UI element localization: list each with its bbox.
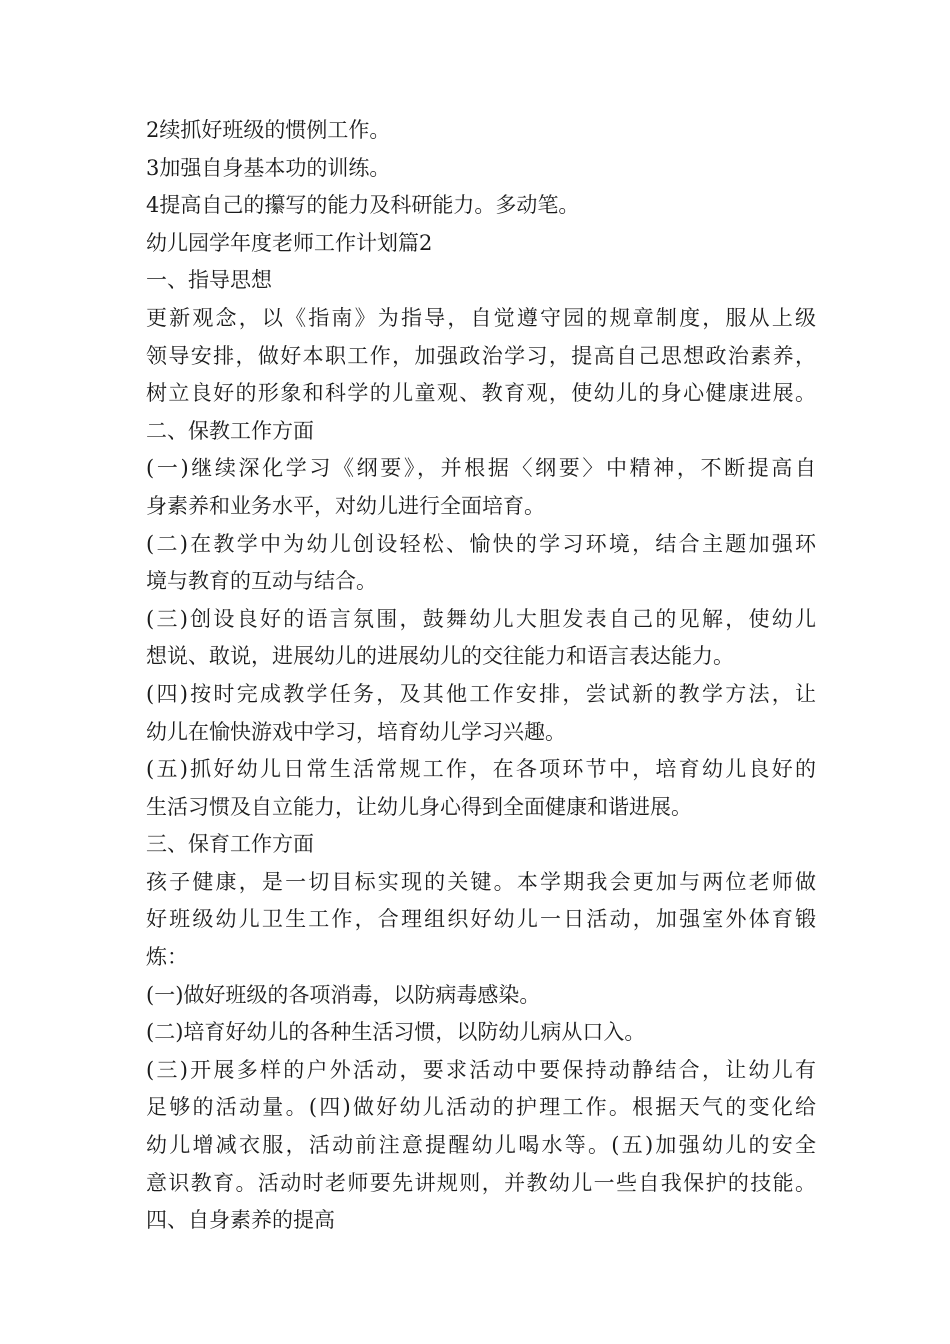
text-line: (一)做好班级的各项消毒，以防病毒感染。: [146, 982, 541, 1007]
text-line: 树立良好的形象和科学的儿童观、教育观，使幼儿的身心健康进展。: [146, 381, 816, 406]
document-body: [146, 112, 816, 1240]
text-line: 四、自身素养的提高: [146, 1208, 335, 1233]
text-line: (二)培育好幼儿的各种生活习惯，以防幼儿病从口入。: [146, 1020, 646, 1045]
text-line: 境与教育的互动与结合。: [146, 569, 377, 594]
text-line: 二、保教工作方面: [146, 418, 314, 443]
text-line: 幼儿增减衣服，活动前注意提醒幼儿喝水等。(五)加强幼儿的安全: [146, 1133, 816, 1158]
text-line: 一、指导思想: [146, 268, 272, 293]
text-line: (二)在教学中为幼儿创设轻松、愉快的学习环境，结合主题加强环: [146, 531, 816, 556]
text-line: 足够的活动量。(四)做好幼儿活动的护理工作。根据天气的变化给: [146, 1095, 816, 1120]
text-line: 领导安排，做好本职工作，加强政治学习，提高自己思想政治素养，: [146, 343, 816, 368]
text-line: 炼：: [146, 945, 188, 970]
text-line: 3加强自身基本功的训练。: [146, 155, 391, 180]
text-line: 生活习惯及自立能力，让幼儿身心得到全面健康和谐进展。: [146, 794, 692, 819]
text-line: (一)继续深化学习《纲要》，并根据〈纲要〉中精神，不断提高自: [146, 456, 816, 481]
text-line: 2续抓好班级的惯例工作。: [146, 118, 391, 142]
text-line: 更新观念，以《指南》为指导，自觉遵守园的规章制度，服从上级: [146, 305, 816, 330]
text-line: (三)创设良好的语言氛围，鼓舞幼儿大胆发表自己的见解，使幼儿: [146, 606, 816, 631]
text-line: 意识教育。活动时老师要先讲规则，并教幼儿一些自我保护的技能。: [146, 1170, 816, 1195]
text-line: 孩子健康，是一切目标实现的关键。本学期我会更加与两位老师做: [146, 869, 816, 894]
text-line: (五)抓好幼儿日常生活常规工作，在各项环节中，培育幼儿良好的: [146, 757, 816, 782]
text-line: 想说、敢说，进展幼儿的进展幼儿的交往能力和语言表达能力。: [146, 644, 734, 669]
text-line: (三)开展多样的户外活动，要求活动中要保持动静结合，让幼儿有: [146, 1057, 816, 1082]
text-line: 身素养和业务水平，对幼儿进行全面培育。: [146, 493, 545, 518]
text-line: 三、保育工作方面: [146, 832, 314, 857]
text-line: 好班级幼儿卫生工作，合理组织好幼儿一日活动，加强室外体育锻: [146, 907, 816, 932]
text-line: 4提高自己的攥写的能力及科研能力。多动笔。: [146, 193, 580, 218]
text-line: 幼儿在愉快游戏中学习，培育幼儿学习兴趣。: [146, 719, 566, 744]
text-line: 幼儿园学年度老师工作计划篇2: [146, 230, 433, 255]
text-line: (四)按时完成教学任务，及其他工作安排，尝试新的教学方法，让: [146, 681, 816, 706]
